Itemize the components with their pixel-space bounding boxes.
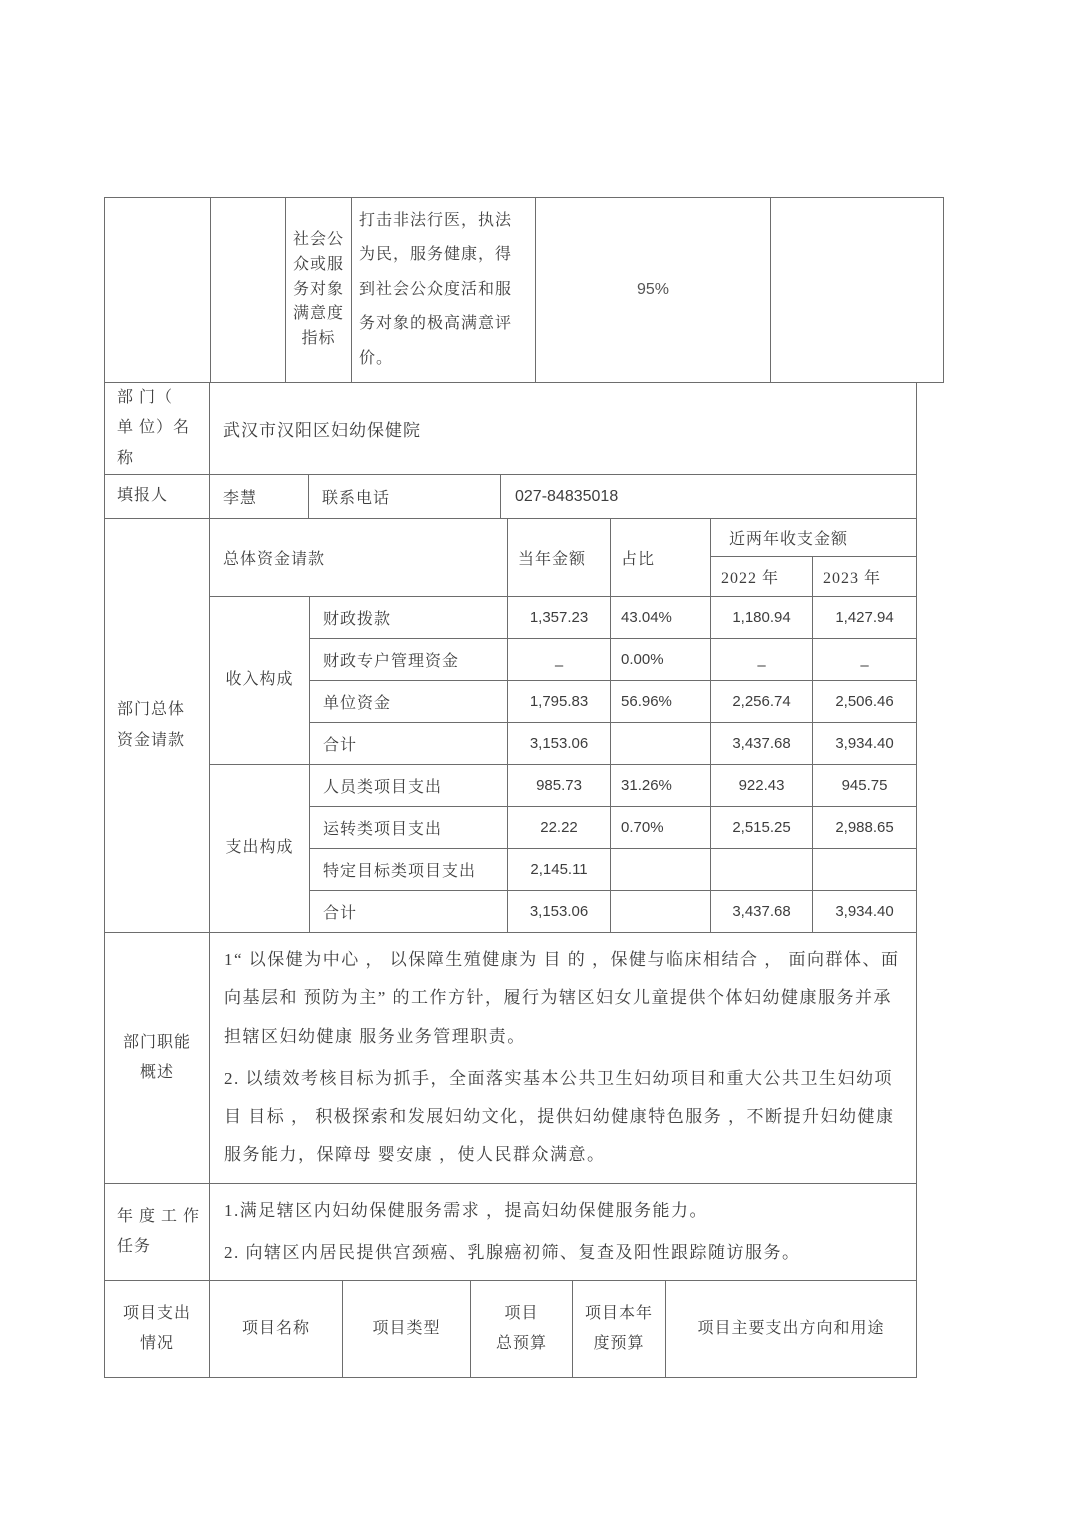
label-line: 部门职能 bbox=[122, 1033, 191, 1051]
label-line: 情况 bbox=[139, 1335, 174, 1353]
funding-row-2022: 3,437.68 bbox=[711, 723, 813, 765]
funding-row-name: 财政拨款 bbox=[310, 597, 508, 639]
funding-row-amount: 3,153.06 bbox=[508, 891, 611, 933]
project-year-budget-header-cell bbox=[573, 1281, 666, 1378]
funding-row-2023: 2,988.65 bbox=[813, 807, 917, 849]
funding-row-ratio: 0.00% bbox=[611, 639, 711, 681]
funding-row-2023: 2,506.46 bbox=[813, 681, 917, 723]
indicator-name-cell: 社会公众或服务对象满意度指标 bbox=[286, 198, 352, 383]
annual-task-item: 1.满足辖区内妇幼保健服务需求 ，提高妇幼保健服务能力。 bbox=[224, 1200, 708, 1220]
label-line: 任务 bbox=[117, 1237, 152, 1255]
indicator-empty-cell-1 bbox=[105, 198, 211, 383]
funding-row-2023 bbox=[813, 849, 917, 891]
label-line: 部 门（ bbox=[117, 389, 174, 406]
funding-row-2023: 945.75 bbox=[813, 765, 917, 807]
functions-paragraph: 2. 以绩效考核目标为抓手，全面落实基本公共卫生妇幼项目和重大公共卫生妇幼项 目 目标 ， 积极探索和发展妇幼文化，提供妇幼健康特色服务 ，不断提升妇幼健康服务能力，保障母 婴安康 ，使人民群众满意。 bbox=[224, 1068, 895, 1165]
funding-row-ratio: 0.70% bbox=[611, 807, 711, 849]
label-line: 项目名称 bbox=[241, 1319, 310, 1337]
funding-row-name: 单位资金 bbox=[310, 681, 508, 723]
label-line: 年 度 工 作 bbox=[117, 1207, 201, 1225]
label-line: 项目类型 bbox=[372, 1319, 441, 1337]
annual-tasks-table bbox=[104, 1183, 917, 1282]
funding-row-2022: 3,437.68 bbox=[711, 891, 813, 933]
funding-row-2023 bbox=[813, 639, 917, 681]
label-line: 称 bbox=[117, 449, 135, 467]
label-line: 部门总体 bbox=[117, 701, 186, 719]
label-line: 项目主要支出方向和用途 bbox=[697, 1319, 885, 1337]
project-total-budget-header-cell bbox=[471, 1281, 573, 1378]
expense-group-label-cell: 支出构成 bbox=[210, 765, 310, 933]
funding-row-ratio bbox=[611, 891, 711, 933]
dash-value: – bbox=[554, 657, 564, 675]
funding-row-amount bbox=[508, 639, 611, 681]
annual-tasks-body-cell bbox=[210, 1183, 917, 1281]
functions-body-cell bbox=[210, 933, 917, 1184]
funding-row-ratio: 43.04% bbox=[611, 597, 711, 639]
funding-row-name: 人员类项目支出 bbox=[310, 765, 508, 807]
annual-task-item: 2. 向辖区内居民提供宫颈癌、乳腺癌初筛、复查及阳性跟踪随访服务。 bbox=[224, 1242, 801, 1262]
ratio-header-cell: 占比 bbox=[611, 519, 711, 597]
funding-row-amount: 985.73 bbox=[508, 765, 611, 807]
year-2023-header-cell: 2023 年 bbox=[813, 557, 917, 597]
funding-row-ratio bbox=[611, 723, 711, 765]
dash-value: – bbox=[860, 657, 869, 675]
funding-row-name: 特定目标类项目支出 bbox=[310, 849, 508, 891]
project-name-header-cell bbox=[210, 1281, 343, 1378]
reporter-label-cell: 填报人 bbox=[105, 475, 210, 519]
funding-table bbox=[104, 518, 917, 933]
funding-row-ratio: 56.96% bbox=[611, 681, 711, 723]
reporter-name-cell: 李慧 bbox=[210, 475, 309, 519]
project-purpose-header-cell bbox=[666, 1281, 917, 1378]
dept-name-table bbox=[104, 382, 917, 475]
annual-tasks-label-cell bbox=[105, 1183, 210, 1281]
funding-row-2022: 1,180.94 bbox=[711, 597, 813, 639]
functions-label-cell bbox=[105, 933, 210, 1184]
indicator-table bbox=[104, 197, 944, 383]
functions-paragraph: 1“ 以保健为中心 ， 以保障生殖健康为 目 的 ，保健与临床相结合 ， 面向群体、面向基层和 预防为主” 的工作方针，履行为辖区妇女儿童提供个体妇幼健康服务并承担辖区妇幼健康 服务业务管理职责。 bbox=[224, 950, 900, 1046]
project-type-header-cell bbox=[343, 1281, 471, 1378]
funding-row-2023: 3,934.40 bbox=[813, 723, 917, 765]
phone-label-cell: 联系电话 bbox=[309, 475, 501, 519]
funding-row-amount: 22.22 bbox=[508, 807, 611, 849]
funding-row-2022 bbox=[711, 849, 813, 891]
funding-section-label-cell bbox=[105, 519, 210, 933]
funding-row-amount: 2,145.11 bbox=[508, 849, 611, 891]
funding-row-2022: 922.43 bbox=[711, 765, 813, 807]
projects-table bbox=[104, 1280, 917, 1378]
reporter-table bbox=[104, 474, 917, 519]
indicator-empty-cell-2 bbox=[211, 198, 286, 383]
label-line: 项目支出 bbox=[122, 1304, 191, 1322]
label-line: 度预算 bbox=[593, 1335, 645, 1353]
funding-row-2022: 2,515.25 bbox=[711, 807, 813, 849]
label-line: 资金请款 bbox=[117, 731, 186, 749]
income-group-label-cell: 收入构成 bbox=[210, 597, 310, 765]
funding-row-name: 合计 bbox=[310, 723, 508, 765]
funding-row-ratio bbox=[611, 849, 711, 891]
funding-row-name: 财政专户管理资金 bbox=[310, 639, 508, 681]
indicator-desc-cell: 打击非法行医，执法为民，服务健康，得到社会公众度活和服务对象的极高满意评价。 bbox=[352, 198, 536, 383]
dept-name-value-cell: 武汉市汉阳区妇幼保健院 bbox=[210, 383, 917, 475]
indicator-empty-cell-3 bbox=[771, 198, 944, 383]
indicator-value-cell: 95% bbox=[536, 198, 771, 383]
funding-row-amount: 1,357.23 bbox=[508, 597, 611, 639]
funding-row-2022: 2,256.74 bbox=[711, 681, 813, 723]
funding-row-2022 bbox=[711, 639, 813, 681]
dept-name-label-cell bbox=[105, 383, 210, 475]
label-line: 项目 bbox=[504, 1304, 539, 1322]
year-2022-header-cell: 2022 年 bbox=[711, 557, 813, 597]
functions-table bbox=[104, 932, 917, 1184]
label-line: 总预算 bbox=[495, 1335, 547, 1353]
two-year-header-cell: 近两年收支金额 bbox=[711, 519, 917, 557]
label-line: 概述 bbox=[139, 1063, 174, 1081]
funding-row-2023: 1,427.94 bbox=[813, 597, 917, 639]
funding-row-name: 合计 bbox=[310, 891, 508, 933]
label-line: 单 位）名 bbox=[117, 419, 191, 437]
funding-total-header-cell: 总体资金请款 bbox=[210, 519, 508, 597]
form-tables bbox=[104, 197, 944, 1378]
label-line: 项目本年 bbox=[584, 1304, 653, 1322]
funding-row-name: 运转类项目支出 bbox=[310, 807, 508, 849]
projects-label-cell bbox=[105, 1281, 210, 1378]
current-amount-header-cell: 当年金额 bbox=[508, 519, 611, 597]
funding-row-amount: 1,795.83 bbox=[508, 681, 611, 723]
funding-row-amount: 3,153.06 bbox=[508, 723, 611, 765]
funding-row-ratio: 31.26% bbox=[611, 765, 711, 807]
funding-row-2023: 3,934.40 bbox=[813, 891, 917, 933]
phone-value-cell: 027-84835018 bbox=[501, 475, 917, 519]
dash-value: – bbox=[757, 657, 766, 675]
